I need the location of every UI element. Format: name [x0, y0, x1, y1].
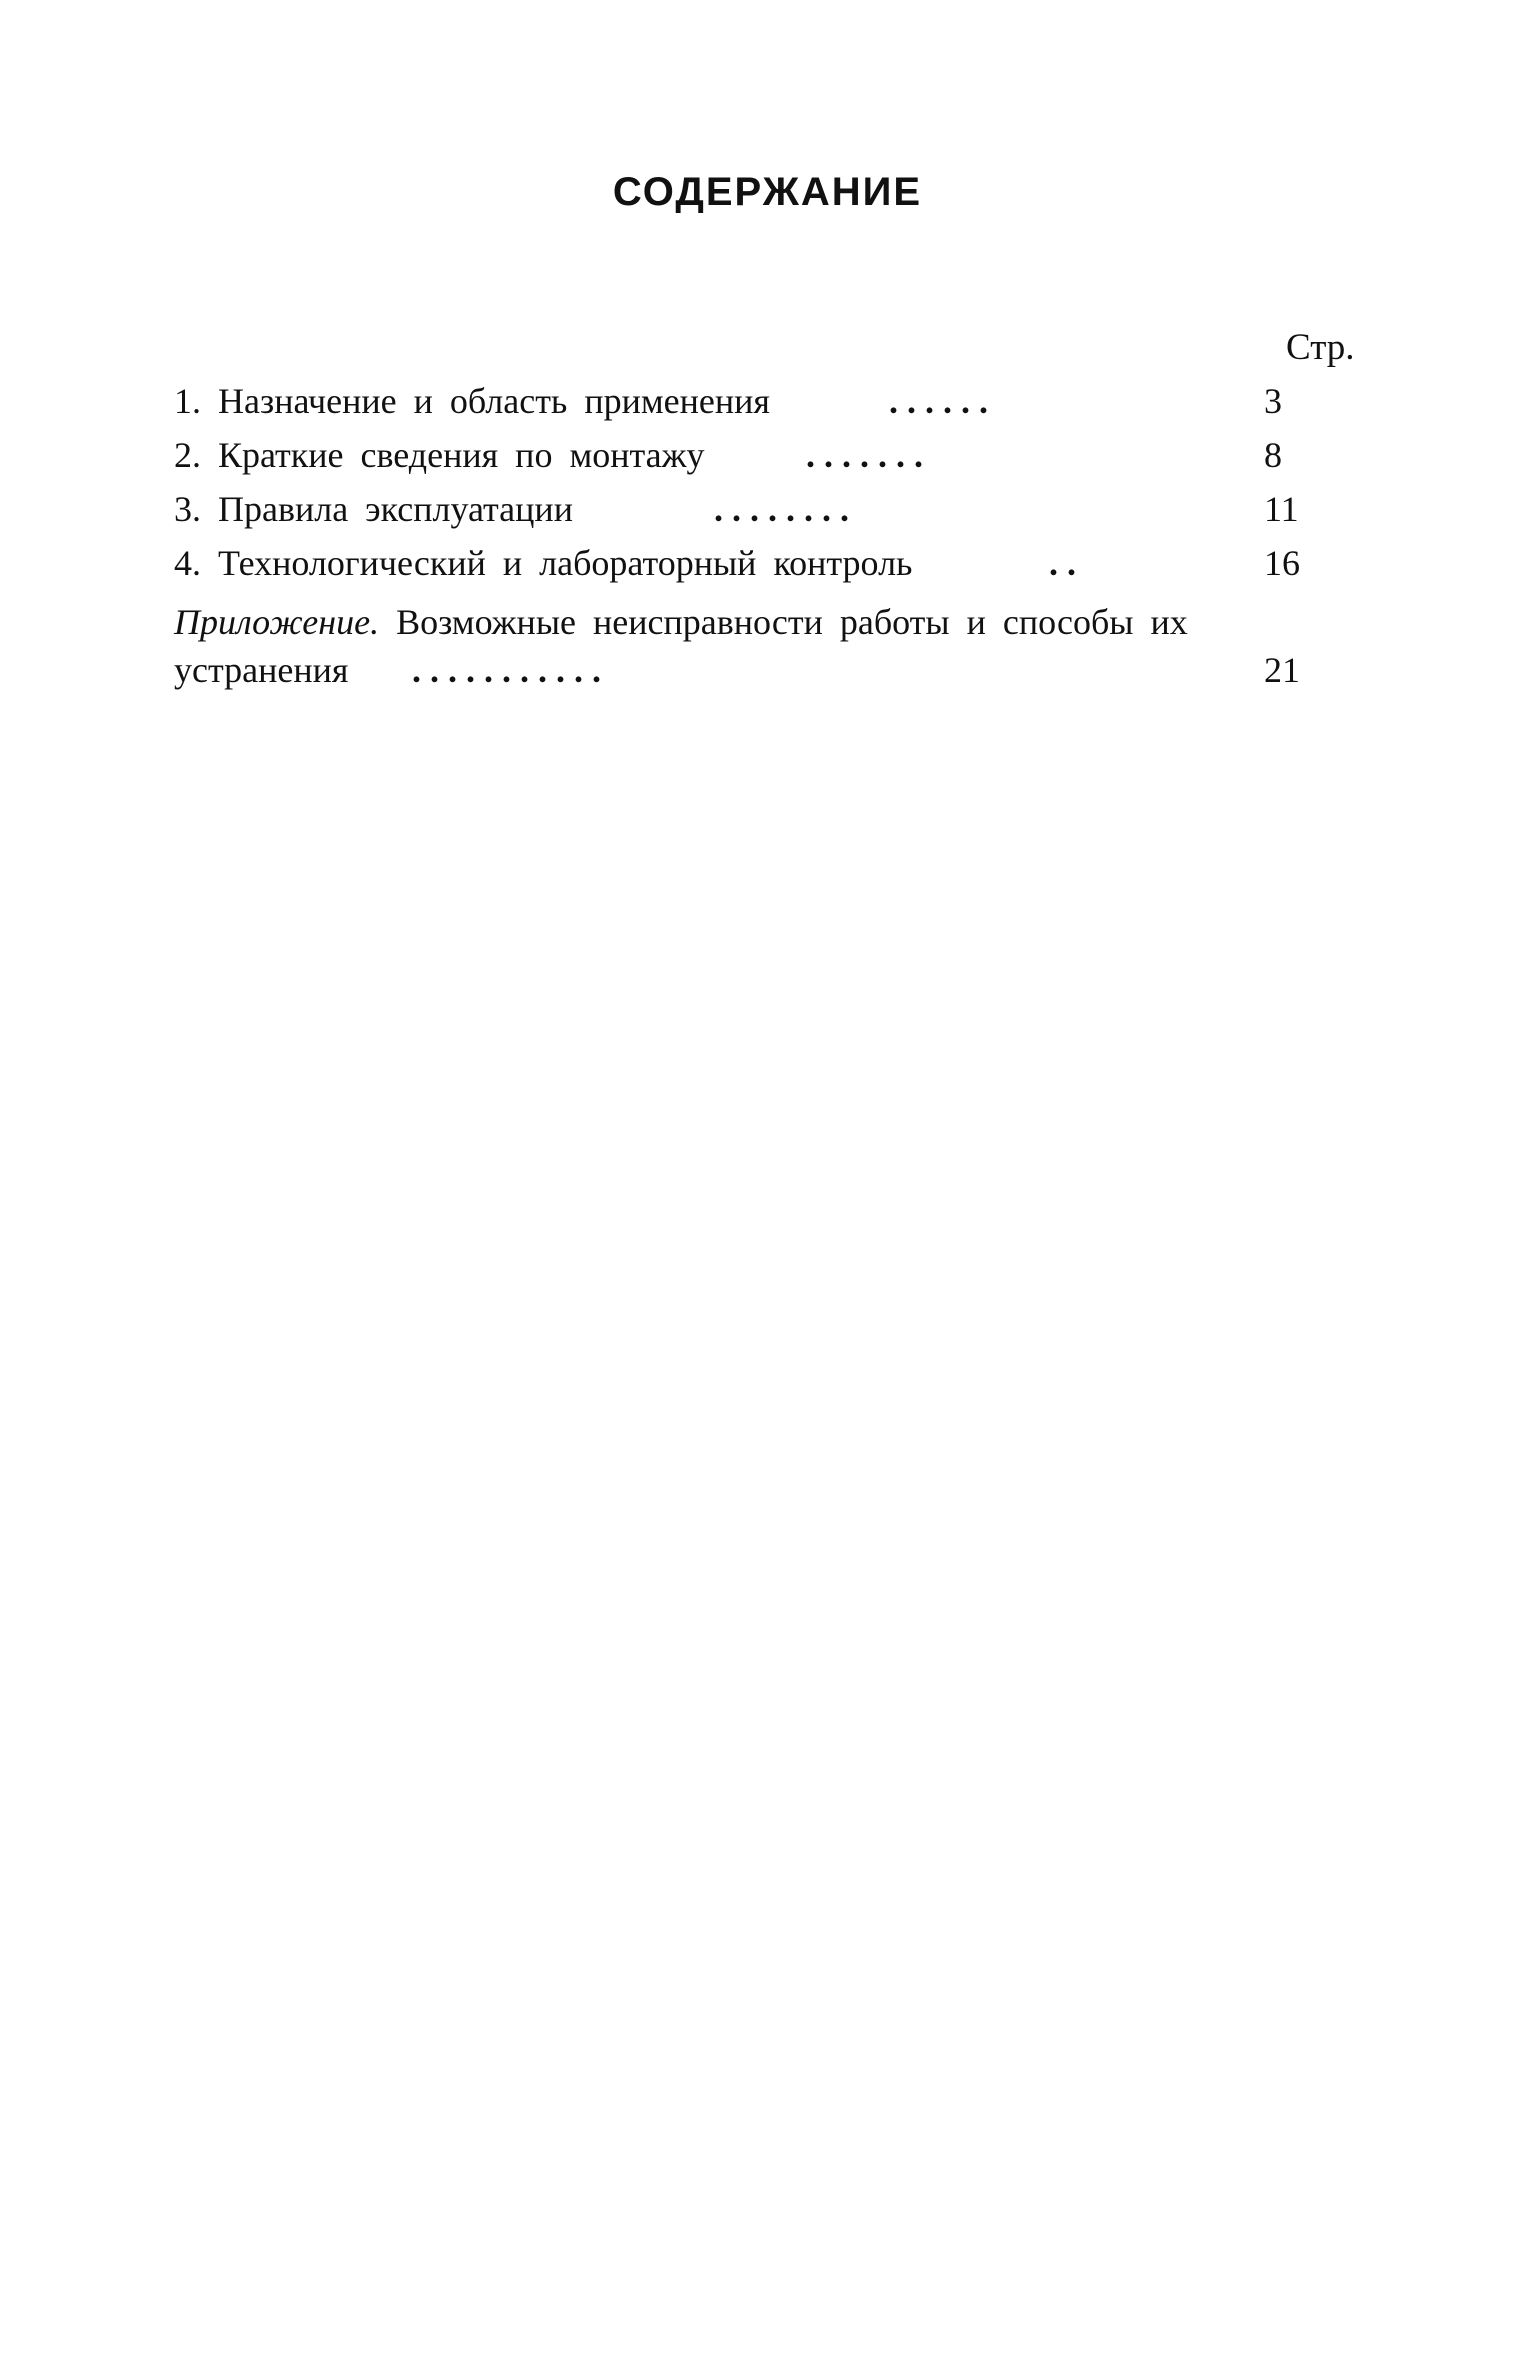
- dot-leader: . . . . . . .: [806, 435, 923, 475]
- appendix-label: Приложение.: [174, 602, 380, 642]
- toc-entry-2[interactable]: [174, 428, 1334, 482]
- appendix-title-line: [174, 598, 1334, 646]
- toc-entry-title: 1. Назначение и область применения: [174, 381, 770, 421]
- toc-entry-4[interactable]: [174, 536, 1334, 590]
- toc-page-number: 3: [1264, 381, 1282, 421]
- toc-page-number: 21: [1264, 650, 1300, 690]
- table-of-contents: [174, 374, 1334, 694]
- dot-leader: . . . . . .: [889, 381, 988, 421]
- appendix-title-continuation: [174, 646, 1334, 694]
- appendix-title-line2: устранения: [174, 650, 349, 690]
- appendix-title: Возможные неисправности работы и способы их: [396, 602, 1188, 642]
- dot-leader: . . . . . . . . . . .: [412, 650, 601, 690]
- page-column-label: Стр.: [1286, 327, 1355, 368]
- toc-page-number: 11: [1264, 489, 1299, 529]
- toc-entry-1[interactable]: [174, 374, 1334, 428]
- dot-leader: . .: [1049, 543, 1076, 583]
- toc-page-number: 8: [1264, 435, 1282, 475]
- page-title: СОДЕРЖАНИЕ: [612, 170, 923, 214]
- toc-entry-appendix[interactable]: [174, 598, 1334, 694]
- toc-page-number: 16: [1264, 543, 1300, 583]
- toc-entry-title: 4. Технологический и лабораторный контроль: [174, 543, 913, 583]
- toc-entry-3[interactable]: [174, 482, 1334, 536]
- dot-leader: . . . . . . . .: [714, 489, 849, 529]
- toc-entry-title: 2. Краткие сведения по монтажу: [174, 435, 705, 475]
- toc-entry-title: 3. Правила эксплуатации: [174, 489, 573, 529]
